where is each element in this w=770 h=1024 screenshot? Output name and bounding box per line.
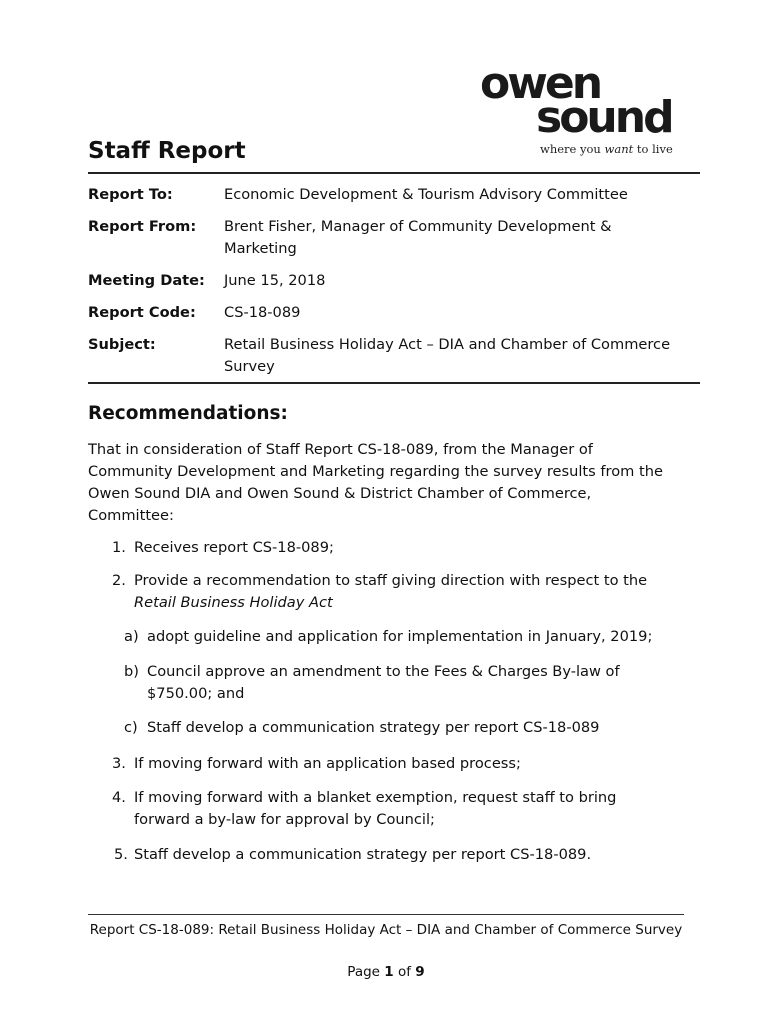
footer-text: Report CS-18-089: Retail Business Holiday Act – DIA and Chamber of Commerce Survey xyxy=(89,922,683,938)
item-text: Receives report CS-18-089; xyxy=(134,539,334,556)
meta-meeting-date xyxy=(88,270,708,292)
logo-word-owen: owen xyxy=(480,58,601,109)
item-text: Staff develop a communication strategy per report CS-18-089 xyxy=(147,719,600,736)
item-number: 1. xyxy=(112,539,126,556)
logo-word-sound: sound xyxy=(536,92,672,143)
item-letter: a) xyxy=(124,628,139,645)
item-text: If moving forward with an application based process; xyxy=(134,755,521,772)
recommendations-heading: Recommendations: xyxy=(88,403,288,424)
item-text-italic: Retail Business Holiday Act xyxy=(134,594,333,611)
item-text: Council approve an amendment to the Fees & Charges By-law of $750.00; and xyxy=(147,663,620,702)
meta-key: Report To: xyxy=(88,186,173,203)
meta-value: Economic Development & Tourism Advisory Committee xyxy=(224,186,628,203)
logo-tagline: where you want to live xyxy=(540,142,673,156)
meta-key: Meeting Date: xyxy=(88,272,205,289)
footer-divider xyxy=(88,914,684,915)
meta-value: June 15, 2018 xyxy=(224,272,326,289)
item-text: Staff develop a communication strategy per report CS-18-089. xyxy=(134,846,592,863)
list-item xyxy=(112,570,692,614)
meta-value: Brent Fisher, Manager of Community Development & Marketing xyxy=(224,218,612,257)
item-text: If moving forward with a blanket exemption, request staff to bring forward a by-law for approval by Council; xyxy=(134,789,617,828)
item-letter: b) xyxy=(124,663,139,680)
title-divider xyxy=(88,172,700,174)
document-title: Staff Report xyxy=(88,138,246,164)
item-text: adopt guideline and application for implementation in January, 2019; xyxy=(147,628,653,645)
page-current: 1 xyxy=(384,964,394,980)
page-total: 9 xyxy=(415,964,425,980)
meta-key: Subject: xyxy=(88,336,156,353)
page-number: Page 1 of 9 xyxy=(347,964,425,980)
meta-report-from xyxy=(88,216,708,260)
list-item xyxy=(112,787,692,831)
meta-key: Report From: xyxy=(88,218,197,235)
item-number: 4. xyxy=(112,789,126,806)
item-text: Provide a recommendation to staff giving direction with respect to the Retail Business Holiday Act xyxy=(134,572,648,611)
recommendations-intro: That in consideration of Staff Report CS-18-089, from the Manager of Community Development and Marketing regarding the survey results from the Owen Sound DIA and Owen Sound & District Chamber of Commerce, Committee: xyxy=(88,441,663,524)
meta-value: CS-18-089 xyxy=(224,304,301,321)
list-item xyxy=(124,661,694,705)
item-number: 2. xyxy=(112,572,126,589)
item-letter: c) xyxy=(124,719,138,736)
meta-divider xyxy=(88,382,700,384)
meta-value: Retail Business Holiday Act – DIA and Chamber of Commerce Survey xyxy=(224,336,671,375)
item-number: 5. xyxy=(114,846,128,863)
meta-key: Report Code: xyxy=(88,304,196,321)
meta-report-code xyxy=(88,302,708,324)
meta-subject xyxy=(88,334,708,378)
meta-report-to xyxy=(88,184,708,206)
item-number: 3. xyxy=(112,755,126,772)
owen-sound-logo xyxy=(478,58,678,162)
